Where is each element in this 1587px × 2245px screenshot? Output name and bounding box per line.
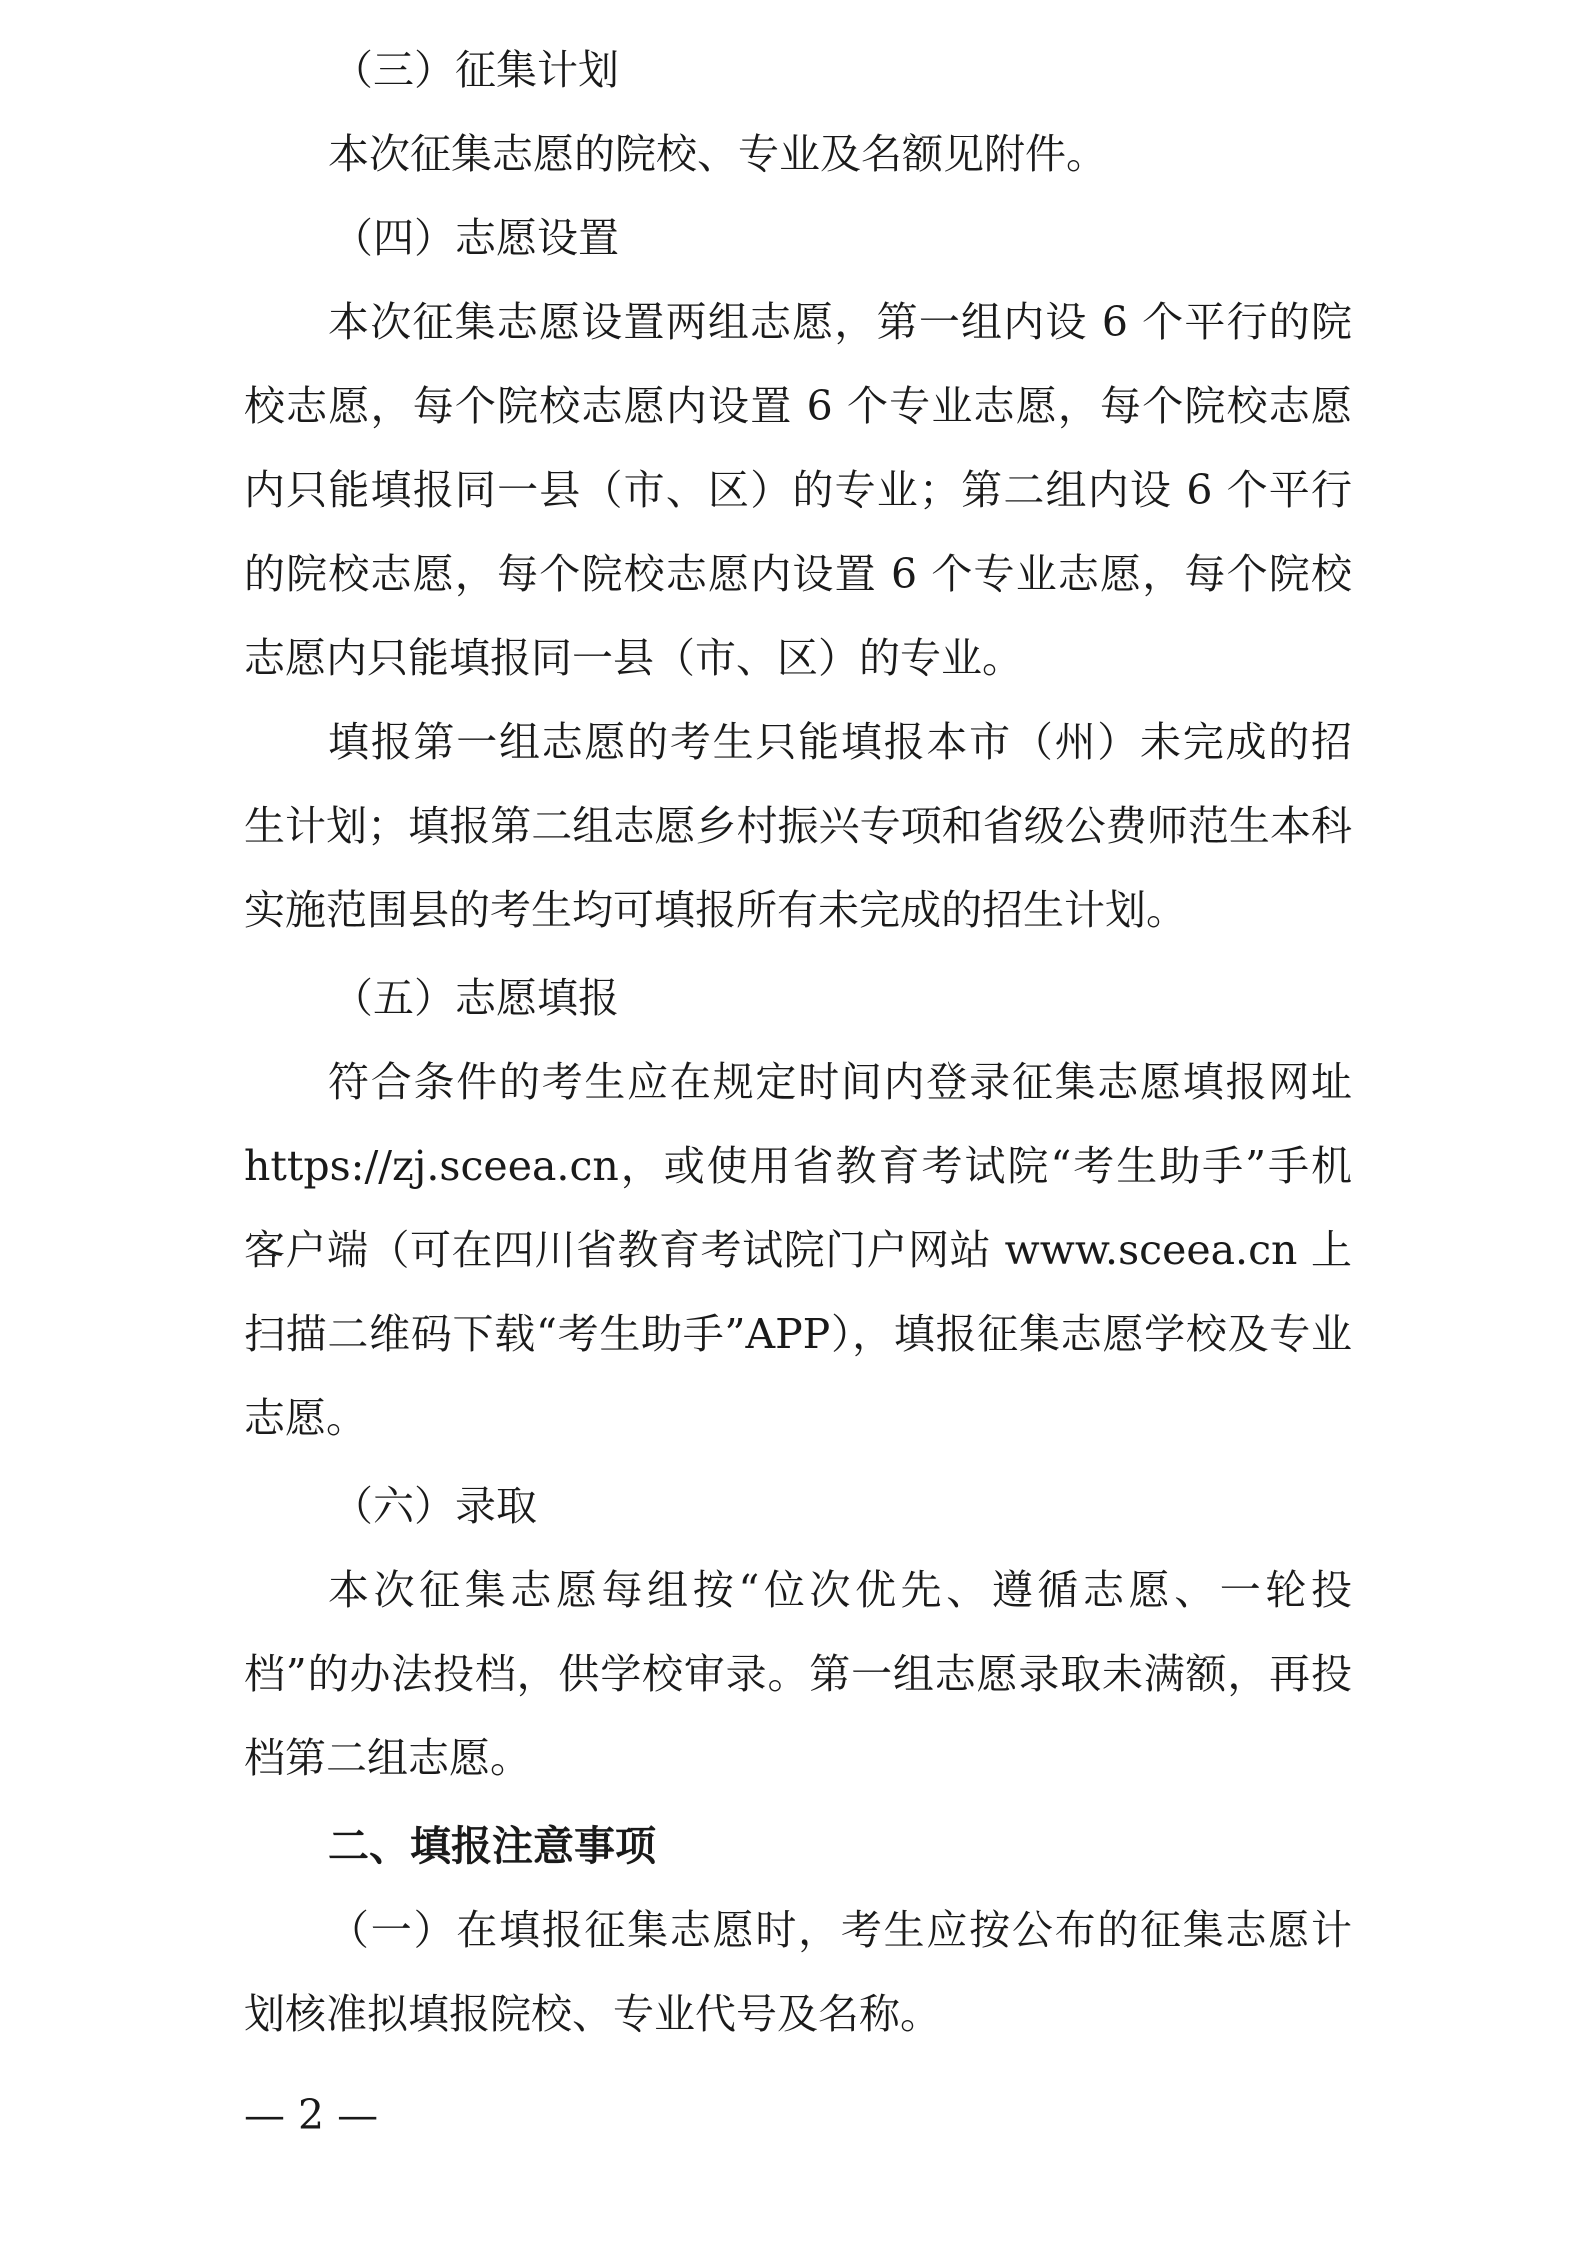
heading-recruitment-plan: （三）征集计划 [332, 46, 619, 94]
heading-volunteer-filling: （五）志愿填报 [332, 974, 619, 1022]
heading-admission: （六）录取 [332, 1482, 537, 1530]
paragraph-volunteer-groups: 本次征集志愿设置两组志愿，第一组内设 6 个平行的院校志愿，每个院校志愿内设置 6 个专业志愿，每个院校志愿内只能填报同一县（市、区）的专业；第二组内设 6 个平行的院校志愿，每个院校志愿内设置 6 个专业志愿，每个院校志愿内只能填报同一县（市、区）的专业。 [244, 298, 1352, 682]
paragraph-plan-note: 本次征集志愿的院校、专业及名额见附件。 [328, 130, 1107, 178]
page-number: — 2 — [244, 2091, 379, 2139]
heading-volunteer-setup: （四）志愿设置 [332, 214, 619, 262]
paragraph-admission-method: 本次征集志愿每组按“位次优先、遵循志愿、一轮投档”的办法投档，供学校审录。第一组志愿录取未满额，再投档第二组志愿。 [244, 1566, 1352, 1782]
heading-filling-notes: 二、填报注意事项 [328, 1822, 656, 1870]
document-body [244, 28, 1352, 2056]
paragraph-note-one: （一）在填报征集志愿时，考生应按公布的征集志愿计划核准拟填报院校、专业代号及名称。 [244, 1906, 1352, 2038]
paragraph-filling-method: 符合条件的考生应在规定时间内登录征集志愿填报网址 https://zj.sceea.cn，或使用省教育考试院“考生助手”手机客户端（可在四川省教育考试院门户网站 www.sceea.cn 上扫描二维码下载“考生助手”APP），填报征集志愿学校及专业志愿。 [244, 1058, 1352, 1442]
paragraph-group-eligibility: 填报第一组志愿的考生只能填报本市（州）未完成的招生计划；填报第二组志愿乡村振兴专项和省级公费师范生本科实施范围县的考生均可填报所有未完成的招生计划。 [244, 718, 1352, 934]
